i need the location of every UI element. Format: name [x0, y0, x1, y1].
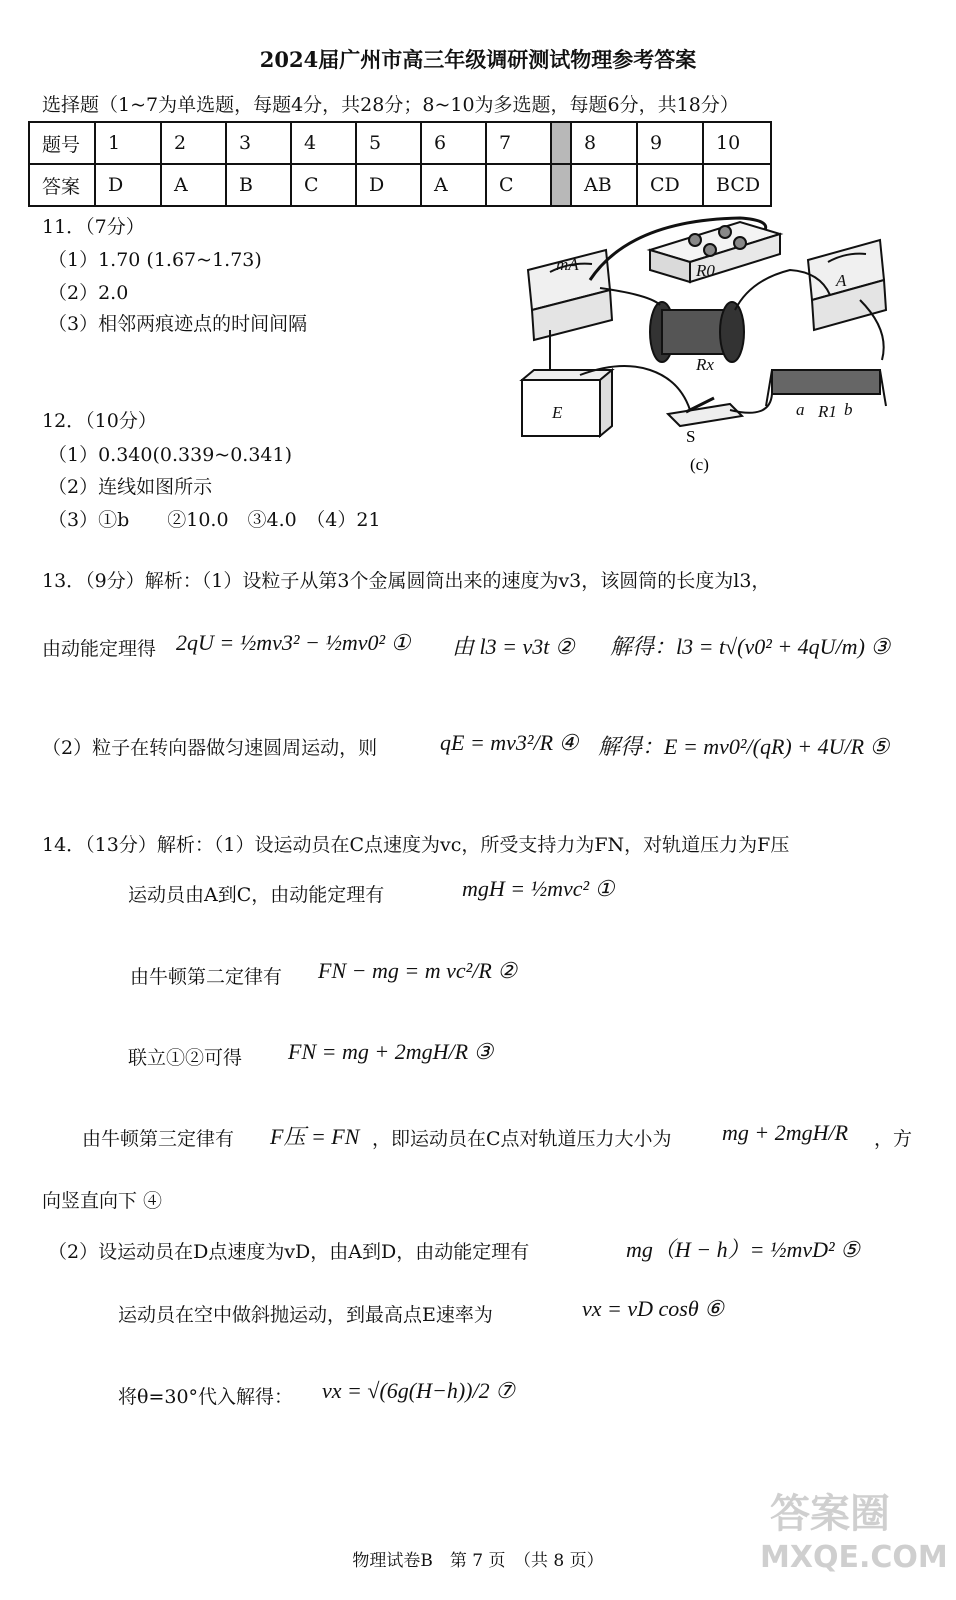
table-cell: 10: [703, 122, 771, 164]
table-header-cell: 答案: [29, 164, 95, 206]
table-cell: BCD: [703, 164, 771, 206]
q14-eq-6: vx = vD cosθ ⑥: [582, 1296, 724, 1321]
q13-eq-2: 由 l3 = v3t ②: [452, 634, 575, 659]
page-footer: 物理试卷B 第 7 页 （共 8 页）: [352, 1551, 604, 1571]
q14-eq-3: FN = mg + 2mgH/R ③: [288, 1039, 494, 1064]
table-cell: 9: [637, 122, 703, 164]
watermark-logo: 答案圈: [770, 1491, 890, 1537]
table-cell: B: [226, 164, 291, 206]
q14-eq-1: mgH = ½mvc² ①: [462, 876, 615, 901]
q14-l4-end: ，方: [874, 1128, 913, 1150]
table-header-cell: 题号: [29, 122, 95, 164]
q13-heading: 13．（9分）解析：（1）设粒子从第3个金属圆筒出来的速度为v3，该圆筒的长度为l3，: [42, 570, 771, 592]
q11-answer-1: （1）1.70 (1.67~1.73): [48, 249, 262, 271]
label-A: A: [836, 271, 847, 290]
q14-heading: 14．（13分）解析：（1）设运动员在C点速度为vc，所受支持力为FN，对轨道压力为F压: [42, 834, 790, 856]
label-b: b: [844, 400, 853, 419]
label-E: E: [552, 403, 563, 422]
table-cell: D: [95, 164, 161, 206]
table-row-numbers: [29, 122, 771, 164]
label-R0: R0: [696, 261, 715, 280]
table-cell: 7: [486, 122, 551, 164]
table-cell: D: [356, 164, 421, 206]
table-cell: C: [486, 164, 551, 206]
q13-line1-prefix: 由动能定理得: [42, 638, 157, 660]
table-cell: 8: [571, 122, 637, 164]
battery-icon: [522, 370, 612, 436]
table-cell: 3: [226, 122, 291, 164]
q13-eq-1: 2qU = ½mv3² − ½mv0² ①: [176, 630, 411, 655]
label-Rx: Rx: [696, 355, 714, 374]
table-cell: A: [161, 164, 226, 206]
q11-heading: 11．（7分）: [42, 216, 145, 238]
page-title: 2024届广州市高三年级调研测试物理参考答案: [259, 47, 697, 72]
q14-l5: 向竖直向下 ④: [42, 1190, 163, 1212]
q14-eq-7: vx = √(6g(H−h))/2 ⑦: [322, 1378, 515, 1403]
q13-line2-prefix: （2）粒子在转向器做匀速圆周运动，则: [42, 737, 378, 759]
q14-l4-tail: ，即运动员在C点对轨道压力大小为: [372, 1128, 672, 1150]
q14-l4-text: 由牛顿第三定律有: [82, 1128, 235, 1150]
resistance-box-icon: [650, 222, 780, 282]
label-a: a: [796, 400, 805, 419]
q14-l6-text: （2）设运动员在D点速度为vD，由A到D，由动能定理有: [48, 1241, 530, 1263]
switch-icon: [668, 398, 742, 426]
q14-eq-2: FN − mg = m vc²/R ②: [318, 958, 517, 983]
table-row-answers: [29, 164, 771, 206]
table-cell: A: [421, 164, 486, 206]
q14-eq-4: F压 = FN: [270, 1124, 360, 1149]
label-S: S: [686, 427, 696, 446]
section-intro: 选择题（1~7为单选题，每题4分，共28分；8~10为多选题，每题6分，共18分）: [42, 94, 739, 116]
figure-caption: (c): [690, 455, 709, 474]
table-cell: 5: [356, 122, 421, 164]
rheostat-icon: [766, 370, 886, 406]
q11-answer-2: （2）2.0: [48, 282, 129, 304]
q12-answer-1: （1）0.340(0.339~0.341): [48, 444, 293, 466]
table-cell: AB: [571, 164, 637, 206]
q13-eq-5: 解得：E = mv0²/(qR) + 4U/R ⑤: [598, 734, 890, 759]
q12-answer-3: （3）①b ②10.0 ③4.0 （4）21: [48, 509, 381, 531]
q14-l8-text: 将θ=30°代入解得：: [118, 1386, 294, 1408]
resistor-rx-icon: [650, 302, 744, 362]
table-separator: [551, 122, 571, 164]
watermark-url: MXQE.COM: [760, 1540, 948, 1575]
q14-eq-4b: mg + 2mgH/R: [722, 1120, 849, 1145]
q11-answer-3: （3）相邻两痕迹点的时间间隔: [48, 313, 308, 335]
table-cell: 6: [421, 122, 486, 164]
circuit-figure: [510, 210, 906, 485]
q14-eq-5: mg（H − h）= ½mvD² ⑤: [626, 1237, 860, 1262]
label-R1: R1: [818, 402, 837, 421]
q13-eq-4: qE = mv3²/R ④: [440, 730, 579, 755]
table-cell: C: [291, 164, 356, 206]
table-cell: 2: [161, 122, 226, 164]
q12-answer-2: （2）连线如图所示: [48, 476, 213, 498]
answer-table: [28, 121, 772, 207]
label-mA: mA: [556, 255, 579, 274]
q14-l2-text: 由牛顿第二定律有: [130, 966, 283, 988]
q13-eq-3: 解得：l3 = t√(v0² + 4qU/m) ③: [610, 634, 891, 659]
table-cell: CD: [637, 164, 703, 206]
table-cell: 1: [95, 122, 161, 164]
q14-l3-text: 联立①②可得: [128, 1047, 243, 1069]
q14-l1-text: 运动员由A到C，由动能定理有: [128, 884, 385, 906]
table-separator: [551, 164, 571, 206]
table-cell: 4: [291, 122, 356, 164]
q14-l7-text: 运动员在空中做斜抛运动，到最高点E速率为: [118, 1304, 493, 1326]
q12-heading: 12．（10分）: [42, 410, 157, 432]
